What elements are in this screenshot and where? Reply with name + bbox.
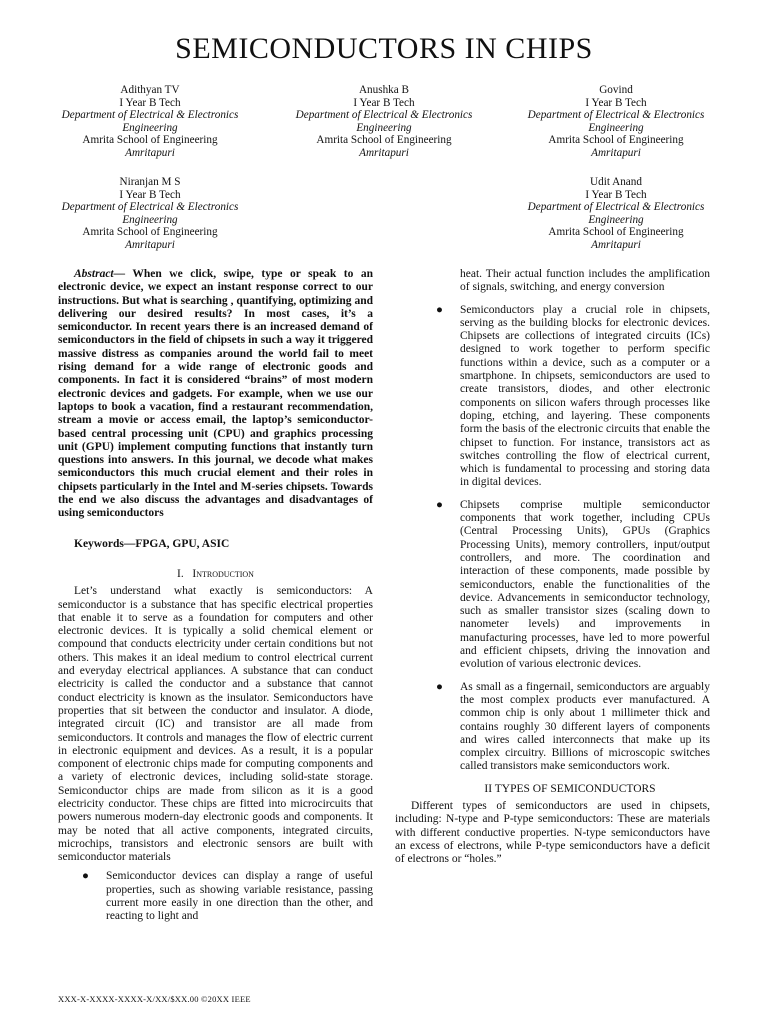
bullet-list-right [430, 304, 710, 774]
author-block-5 [511, 176, 721, 252]
abstract-lead: Abstract— [74, 268, 126, 280]
author-campus: Amritapuri [359, 146, 409, 159]
bullet-text: Semiconductor devices can display a range of useful properties, such as showing variable resistance, passing current more easily in one direction than the other, and reacting to light and [106, 870, 373, 923]
author-department: Department of Electrical & Electronics Engineering [527, 201, 705, 226]
author-year: I Year B Tech [353, 96, 415, 109]
author-year: I Year B Tech [585, 96, 647, 109]
section-heading-types: II TYPES OF SEMICONDUCTORS [484, 782, 656, 795]
author-campus: Amritapuri [125, 146, 175, 159]
copyright-footer: XXX-X-XXXX-XXXX-X/XX/$XX.00 ©20XX IEEE [58, 994, 251, 1004]
bullet-icon: ● [436, 498, 443, 511]
author-campus: Amritapuri [591, 146, 641, 159]
bullet-text: As small as a fingernail, semiconductors are arguably the most complex products ever manufactured. A common chip is only about 1 millimeter thick and contains roughly 30 different layers of components and wires called interconnects that make up its complex circuitry. Billions of microscopic switches called transistors make semiconductors work. [460, 680, 710, 773]
bullet-text: Semiconductors play a crucial role in chipsets, serving as the building blocks for electronic devices. Chipsets are collections of integrated circuits (ICs) designed to work together to perform specific functions within a device, such as a computer or a smartphone. In chipsets, semiconductors are used to create transistors, diodes, and other electronic components on silicon wafers through processes like doping, etching, and layering. These components form the basis of the electronic circuits that enable the chipset to function. For instance, transistors act as switches controlling the flow of electrical current, which is fundamental to processing and storing data in digital devices. [460, 303, 710, 489]
paper-title: SEMICONDUCTORS IN CHIPS [175, 32, 593, 65]
author-school: Amrita School of Engineering [316, 134, 452, 147]
author-name: Adithyan TV [120, 84, 180, 96]
section-number: I. [177, 567, 184, 580]
left-column [58, 268, 373, 933]
right-column [395, 268, 710, 866]
introduction-paragraph: Let’s understand what exactly is semiconductors: A semiconductor is a substance that has specific electrical properties that enable it to serve as a foundation for computers and other electronic devices. It is typically a solid chemical element or compound that conducts electricity under certain conditions but not others. This makes it an ideal medium to control electrical current and everyday electrical appliances. A substance that can conduct electricity is called the conductor and a substance that cannot conduct electricity is known as the insulator. Semiconductors have properties that sit between the conductor and insulator. A diode, integrated circuit (IC) and transistor are all made from semiconductors. It controls and manages the flow of electric current in electronic equipment and devices. As a result, it is a popular component of electronic chips made for computing components and a variety of electronic devices, including solid-state storage. Semiconductor chips are made from silicon as it is a good electricity conductor. These chips are fitted into microcircuits that powers numerous modern-day electronic goods and components. It may be noted that all active components, integrated circuits, microchips, transistors and electronic sensors are built with semiconductor materials [58, 585, 373, 864]
author-school: Amrita School of Engineering [548, 134, 684, 147]
author-campus: Amritapuri [591, 238, 641, 251]
author-department: Department of Electrical & Electronics Engineering [527, 109, 705, 134]
author-block-3 [511, 84, 721, 160]
author-school: Amrita School of Engineering [82, 134, 218, 147]
list-item [430, 499, 710, 672]
bullet-icon: ● [82, 870, 89, 883]
author-department: Department of Electrical & Electronics Engineering [295, 109, 473, 134]
section-heading-introduction [58, 568, 373, 581]
author-year: I Year B Tech [585, 188, 647, 201]
list-item [430, 681, 710, 774]
list-item [58, 870, 373, 923]
author-department: Department of Electrical & Electronics Engineering [61, 201, 239, 226]
author-name: Udit Anand [590, 176, 642, 188]
bullet-list-left [58, 870, 373, 923]
keywords: Keywords—FPGA, GPU, ASIC [74, 537, 230, 550]
bullet-text: Chipsets comprise multiple semiconductor components that work together, including CPUs (Central Processing Units), GPUs (Graphics Processing Units), memory controllers, input/output controllers, and more. The coordination and interaction of these components, made possible by semiconductors, enable the functionalities of the device. Advancements in semiconductor technology, such as smaller transistor sizes (scaling down to nanometer levels) and improvements in manufacturing processes, have led to more powerful and efficient chipsets, driving the innovation and evolution of various electronic devices. [460, 498, 710, 671]
section-title: Introduction [192, 567, 254, 580]
bullet-icon: ● [436, 303, 443, 316]
continuation-text: heat. Their actual function includes the amplification of signals, switching, and energy conversion [460, 268, 710, 294]
author-school: Amrita School of Engineering [82, 226, 218, 239]
types-paragraph: Different types of semiconductors are used in chipsets, including: N-type and P-type semiconductors: These are materials with different conductive properties. N-type semiconductors have an excess of electrons, while P-type semiconductors have a deficit of electrons or “holes.” [395, 799, 710, 866]
author-name: Govind [599, 84, 633, 96]
abstract [58, 268, 373, 521]
author-department: Department of Electrical & Electronics Engineering [61, 109, 239, 134]
author-block-2 [279, 84, 489, 160]
author-block-1 [45, 84, 255, 160]
author-year: I Year B Tech [119, 188, 181, 201]
author-name: Niranjan M S [119, 176, 181, 188]
author-block-4 [45, 176, 255, 252]
author-year: I Year B Tech [119, 96, 181, 109]
author-school: Amrita School of Engineering [548, 226, 684, 239]
bullet-icon: ● [436, 680, 443, 693]
author-name: Anushka B [358, 84, 410, 96]
list-item [430, 304, 710, 490]
abstract-text: When we click, swipe, type or speak to an electronic device, we expect an instant response correct to our instructions. But what is searching , quantifying, optimizing and delivering our desired results? In most cases, it’s a semiconductor. In recent years there is an increased demand of semiconductors in the field of chipsets in such a way it triggered massive distress as companies around the world fail to meet rising demand for a wide range of electronic goods and components. In fact it is considered “brains” of most modern electronic devices and gadgets. For example, when we use our laptops to book a vacation, find a restaurant recommendation, stream a movie or access email, the laptop’s semiconductor-based central processing unit (CPU) and graphics processing unit (GPU) implement computing functions that instantly turn questions into answers. In this journal, we decode what makes semiconductors this much crucial element and their roles in chipsets particularly in the Intel and M-series chipsets. Towards the end we also discuss the advantages and disadvantages of using semiconductors [58, 268, 373, 520]
author-campus: Amritapuri [125, 238, 175, 251]
